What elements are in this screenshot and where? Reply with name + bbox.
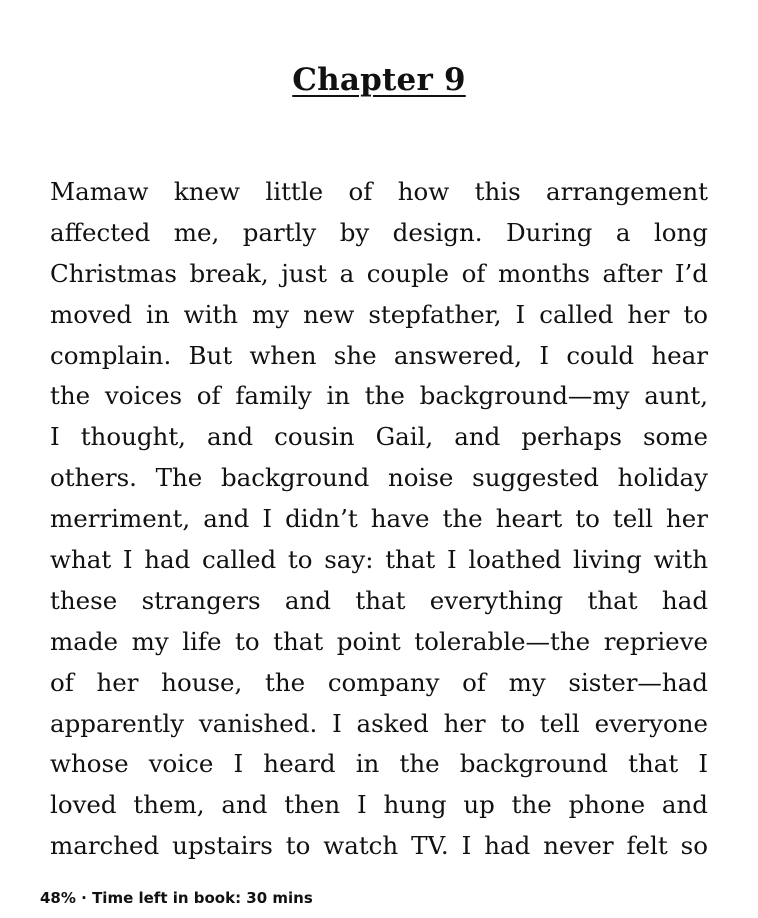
- text-line: Christmas break, just a couple of months after I’d: [50, 258, 708, 288]
- text-line: I thought, and cousin Gail, and perhaps some: [50, 422, 708, 452]
- text-line: apparently vanished. I asked her to tell everyone: [50, 708, 708, 738]
- text-line: loved them, and then I hung up the phone and: [50, 790, 708, 820]
- reading-progress-footer[interactable]: [40, 887, 313, 909]
- progress-percent: 48%: [40, 889, 76, 907]
- text-line: what I had called to say: that I loathed living with: [50, 545, 708, 575]
- chapter-title-text: Chapter 9: [292, 62, 466, 98]
- text-line: made my life to that point tolerable—the reprieve: [50, 626, 708, 656]
- text-line: merriment, and I didn’t have the heart to tell her: [50, 504, 708, 534]
- chapter-title: [0, 56, 758, 104]
- text-line: the voices of family in the background—my aunt,: [50, 381, 708, 411]
- text-line: moved in with my new stepfather, I called her to: [50, 299, 708, 329]
- text-line: others. The background noise suggested holiday: [50, 463, 708, 493]
- text-line: of her house, the company of my sister—had: [50, 667, 708, 697]
- text-line: these strangers and that everything that had: [50, 585, 708, 615]
- separator-dot: ·: [81, 889, 87, 907]
- text-line: Mamaw knew little of how this arrangement: [50, 177, 708, 206]
- time-left-in-book: Time left in book: 30 mins: [92, 889, 313, 907]
- text-line: complain. But when she answered, I could hear: [50, 340, 708, 370]
- text-line: affected me, partly by design. During a long: [50, 217, 708, 247]
- text-line: whose voice I heard in the background that I: [50, 749, 708, 779]
- text-line: marched upstairs to watch TV. I had never felt so: [50, 831, 708, 861]
- book-text: [50, 172, 708, 867]
